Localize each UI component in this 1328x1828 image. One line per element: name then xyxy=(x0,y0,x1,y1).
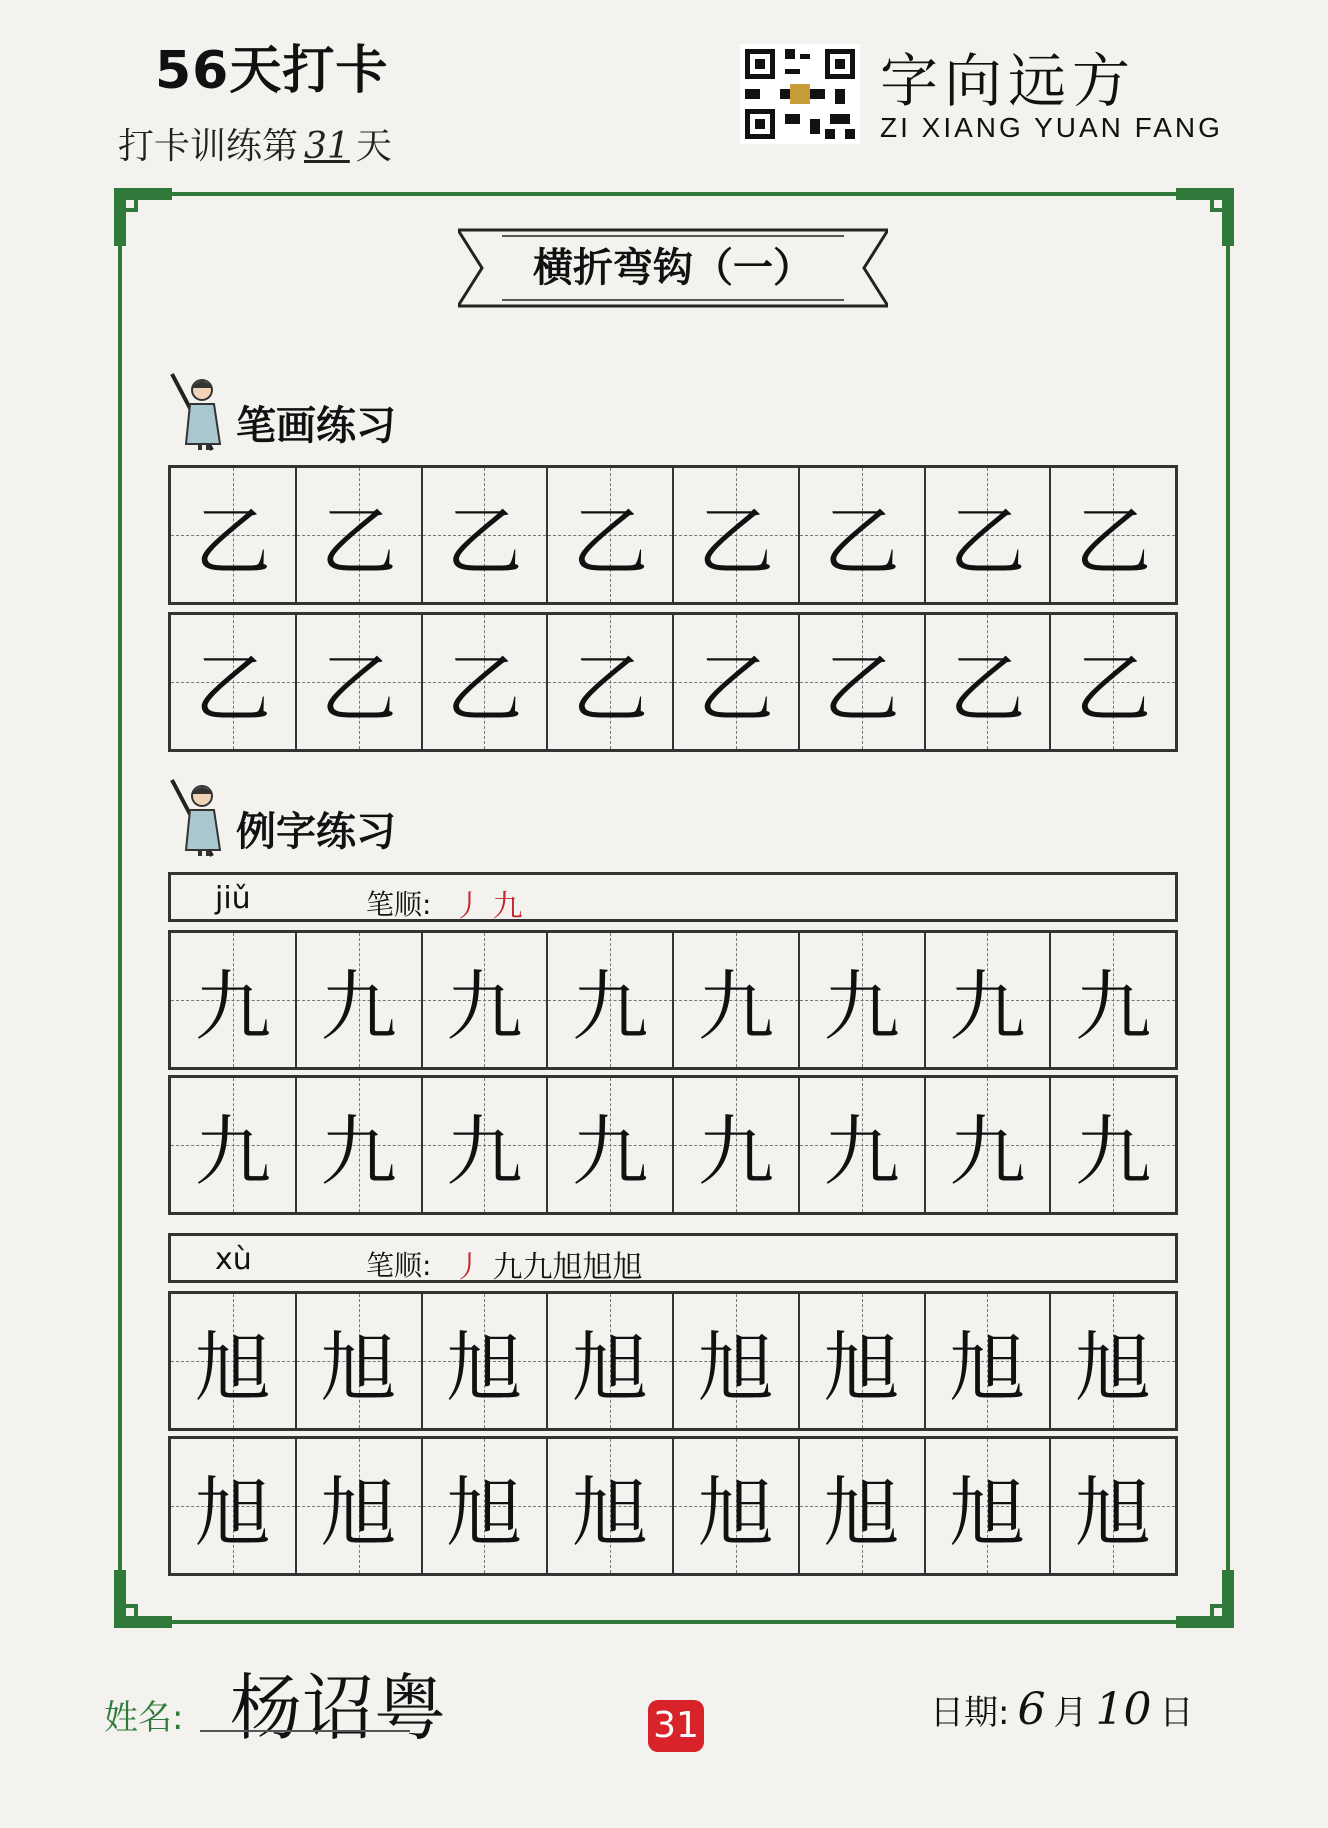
grid-cell xyxy=(297,1294,423,1428)
day-prefix: 打卡训练第 xyxy=(118,126,299,167)
corner-ornament-icon xyxy=(1172,1566,1236,1630)
corner-ornament-icon xyxy=(112,186,176,250)
name-label: 姓名: xyxy=(104,1698,184,1738)
grid-cell xyxy=(926,468,1052,602)
practice-grid xyxy=(168,1436,1178,1576)
practice-character: 九 xyxy=(697,1106,774,1196)
practice-character: 九 xyxy=(697,961,774,1051)
grid-cell xyxy=(297,468,423,602)
practice-character: 旭 xyxy=(697,1322,774,1412)
grid-cell xyxy=(423,1078,549,1212)
grid-cell xyxy=(1051,468,1175,602)
grid-cell xyxy=(1051,1078,1175,1212)
stroke-order-first: 丿 xyxy=(453,889,483,924)
practice-character: 九 xyxy=(823,961,900,1051)
brand-logo-cn: 字向远方 xyxy=(880,47,1137,115)
practice-character: 旭 xyxy=(446,1322,523,1412)
day-counter xyxy=(118,118,392,169)
grid-cell xyxy=(171,468,297,602)
practice-character: 九 xyxy=(1075,961,1152,1051)
grid-cell xyxy=(674,1294,800,1428)
practice-character: 旭 xyxy=(194,1322,271,1412)
grid-cell xyxy=(1051,615,1175,749)
practice-character: 旭 xyxy=(572,1322,649,1412)
practice-character: 乙 xyxy=(949,643,1026,733)
grid-cell xyxy=(1051,1439,1175,1573)
practice-character: 旭 xyxy=(823,1467,900,1557)
corner-ornament-icon xyxy=(112,1566,176,1630)
grid-cell xyxy=(297,615,423,749)
pinyin: jiǔ xyxy=(215,881,251,916)
grid-cell xyxy=(423,1294,549,1428)
corner-ornament-icon xyxy=(1172,186,1236,250)
grid-cell xyxy=(548,1078,674,1212)
practice-character: 九 xyxy=(320,1106,397,1196)
grid-cell xyxy=(800,1439,926,1573)
practice-character: 乙 xyxy=(446,496,523,586)
practice-character: 乙 xyxy=(949,496,1026,586)
grid-cell xyxy=(297,1078,423,1212)
practice-character: 九 xyxy=(823,1106,900,1196)
grid-cell xyxy=(926,1078,1052,1212)
lesson-title: 横折弯钩（一） xyxy=(533,245,813,291)
practice-character: 乙 xyxy=(194,643,271,733)
brand-logo-en: ZI XIANG YUAN FANG xyxy=(880,112,1223,143)
practice-character: 乙 xyxy=(823,643,900,733)
practice-character: 九 xyxy=(446,1106,523,1196)
grid-cell xyxy=(297,1439,423,1573)
grid-cell xyxy=(800,615,926,749)
practice-character: 旭 xyxy=(446,1467,523,1557)
grid-cell xyxy=(674,933,800,1067)
grid-cell xyxy=(171,933,297,1067)
practice-character: 九 xyxy=(320,961,397,1051)
stroke-order-label: 笔顺: xyxy=(366,1249,432,1282)
stroke-order xyxy=(453,881,523,925)
page-title: 56天打卡 xyxy=(155,41,389,101)
grid-cell xyxy=(548,1294,674,1428)
practice-character: 乙 xyxy=(572,643,649,733)
grid-cell xyxy=(171,1439,297,1573)
practice-character: 乙 xyxy=(697,643,774,733)
grid-cell xyxy=(926,933,1052,1067)
page-number-badge: 31 xyxy=(648,1700,704,1752)
day-suffix: 天 xyxy=(355,126,392,167)
practice-character: 旭 xyxy=(949,1322,1026,1412)
practice-character: 九 xyxy=(194,961,271,1051)
practice-grid xyxy=(168,1075,1178,1215)
day-number: 31 xyxy=(304,126,350,167)
date-month: 6 xyxy=(1017,1684,1046,1735)
student-name: 杨诏粤 xyxy=(230,1666,447,1750)
grid-cell xyxy=(674,468,800,602)
practice-character: 乙 xyxy=(697,496,774,586)
grid-cell xyxy=(926,615,1052,749)
grid-cell xyxy=(548,468,674,602)
grid-cell xyxy=(548,933,674,1067)
grid-cell xyxy=(674,615,800,749)
practice-character: 乙 xyxy=(1075,643,1152,733)
practice-character: 旭 xyxy=(320,1467,397,1557)
practice-character: 乙 xyxy=(320,496,397,586)
month-unit: 月 xyxy=(1053,1693,1088,1733)
grid-cell xyxy=(674,1078,800,1212)
practice-character: 九 xyxy=(949,1106,1026,1196)
grid-cell xyxy=(926,1439,1052,1573)
practice-character: 旭 xyxy=(572,1467,649,1557)
grid-cell xyxy=(423,615,549,749)
grid-cell xyxy=(926,1294,1052,1428)
grid-cell xyxy=(548,615,674,749)
practice-grid xyxy=(168,930,1178,1070)
practice-character: 旭 xyxy=(823,1322,900,1412)
practice-character: 九 xyxy=(572,961,649,1051)
grid-cell xyxy=(297,933,423,1067)
grid-cell xyxy=(800,1294,926,1428)
grid-cell xyxy=(423,1439,549,1573)
grid-cell xyxy=(171,1294,297,1428)
pinyin-bar xyxy=(168,872,1178,922)
stroke-order-label: 笔顺: xyxy=(366,888,432,921)
grid-cell xyxy=(423,933,549,1067)
grid-cell xyxy=(800,933,926,1067)
section-label: 例字练习 xyxy=(236,809,396,855)
grid-cell xyxy=(171,1078,297,1212)
practice-character: 旭 xyxy=(194,1467,271,1557)
practice-character: 旭 xyxy=(697,1467,774,1557)
stroke-order xyxy=(453,1242,643,1286)
practice-character: 乙 xyxy=(320,643,397,733)
practice-character: 乙 xyxy=(1075,496,1152,586)
practice-grid xyxy=(168,465,1178,605)
stroke-order-rest: 九九旭旭旭 xyxy=(492,1250,643,1285)
practice-character: 九 xyxy=(446,961,523,1051)
stroke-order-first: 丿 xyxy=(453,1250,483,1285)
scholar-brush-icon xyxy=(168,778,228,858)
date-label: 日期: xyxy=(930,1693,1010,1733)
pinyin: xù xyxy=(215,1242,252,1277)
practice-character: 乙 xyxy=(823,496,900,586)
practice-character: 九 xyxy=(949,961,1026,1051)
practice-character: 旭 xyxy=(1075,1322,1152,1412)
pinyin-bar xyxy=(168,1233,1178,1283)
practice-character: 旭 xyxy=(320,1322,397,1412)
grid-cell xyxy=(548,1439,674,1573)
practice-character: 乙 xyxy=(446,643,523,733)
grid-cell xyxy=(674,1439,800,1573)
practice-character: 九 xyxy=(572,1106,649,1196)
practice-grid xyxy=(168,612,1178,752)
qr-code-icon xyxy=(740,44,860,144)
stroke-order-rest: 九 xyxy=(492,889,523,924)
practice-character: 旭 xyxy=(1075,1467,1152,1557)
practice-character: 乙 xyxy=(572,496,649,586)
date-field xyxy=(930,1684,1193,1735)
practice-character: 九 xyxy=(1075,1106,1152,1196)
grid-cell xyxy=(800,1078,926,1212)
practice-grid xyxy=(168,1291,1178,1431)
grid-cell xyxy=(800,468,926,602)
grid-cell xyxy=(423,468,549,602)
grid-cell xyxy=(1051,1294,1175,1428)
name-underline xyxy=(200,1730,410,1732)
grid-cell xyxy=(1051,933,1175,1067)
date-day: 10 xyxy=(1095,1684,1152,1735)
grid-cell xyxy=(171,615,297,749)
practice-character: 旭 xyxy=(949,1467,1026,1557)
section-label: 笔画练习 xyxy=(236,403,396,449)
day-unit: 日 xyxy=(1159,1693,1194,1733)
practice-character: 九 xyxy=(194,1106,271,1196)
practice-character: 乙 xyxy=(194,496,271,586)
scholar-brush-icon xyxy=(168,372,228,452)
